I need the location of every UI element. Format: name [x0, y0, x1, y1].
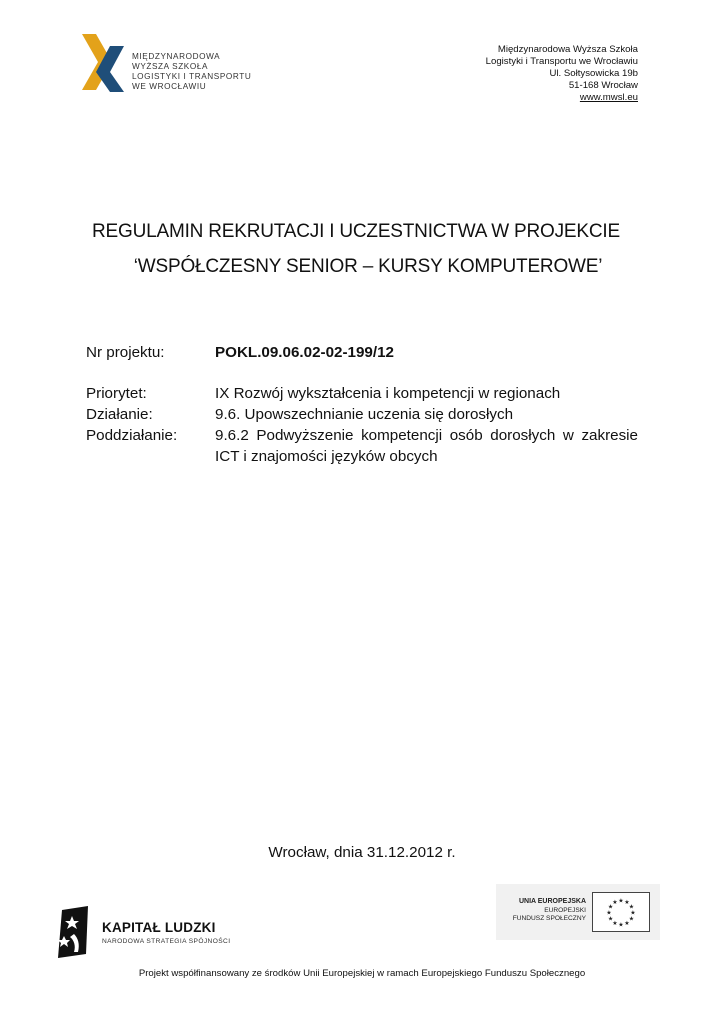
- eu-star-icon: ★: [624, 919, 630, 927]
- website-link[interactable]: www.mwsl.eu: [579, 92, 638, 103]
- eu-star-icon: ★: [618, 921, 624, 929]
- eu-star-icon: ★: [630, 909, 636, 917]
- eu-flag-icon: [592, 892, 650, 932]
- eu-line-3: FUNDUSZ SPOŁECZNY: [512, 915, 586, 922]
- address-line-2: Logistyki i Transportu we Wrocławiu: [485, 56, 638, 67]
- kapital-ludzki-mark: [54, 904, 94, 960]
- document-title-line-2: ‘WSPÓŁCZESNY SENIOR – KURSY KOMPUTEROWE’: [133, 256, 603, 277]
- cofinancing-note: Projekt współfinansowany ze środków Unii Europejskiej w ramach Europejskiego Funduszu Społecznego: [138, 968, 586, 979]
- priority-value: IX Rozwój wykształcenia i kompetencji w regionach: [215, 385, 561, 402]
- university-logo-text: [132, 52, 251, 92]
- document-date: Wrocław, dnia 31.12.2012 r.: [268, 844, 456, 861]
- university-logo-mark: [82, 34, 130, 94]
- address-line-1: Międzynarodowa Wyższa Szkoła: [497, 44, 638, 55]
- project-number-label: Nr projektu:: [86, 344, 165, 361]
- logo-line-2: WYŻSZA SZKOŁA: [132, 62, 209, 71]
- eu-star-icon: ★: [607, 915, 614, 923]
- logo-line-1: MIĘDZYNARODOWA: [132, 52, 221, 61]
- subaction-label: Poddziałanie:: [86, 427, 178, 444]
- eu-stars-icon: [593, 893, 649, 931]
- eu-star-icon: ★: [618, 897, 624, 905]
- kapital-ludzki-logo: [54, 902, 244, 960]
- eu-star-icon: ★: [628, 903, 635, 911]
- logo-line-4: WE WROCŁAWIU: [132, 82, 207, 91]
- priority-label: Priorytet:: [86, 385, 147, 402]
- subaction-value: 9.6.2 Podwyższenie kompetencji osób dorosłych w zakresie ICT i znajomości języków obcych: [215, 427, 638, 465]
- action-value: 9.6. Upowszechnianie uczenia się dorosłych: [215, 406, 514, 423]
- eu-star-icon: ★: [612, 899, 618, 907]
- document-title-line-1: REGULAMIN REKRUTACJI I UCZESTNICTWA W PROJEKCIE: [92, 221, 620, 242]
- project-number-value: POKL.09.06.02-02-199/12: [215, 344, 394, 361]
- eu-line-1: UNIA EUROPEJSKA: [518, 898, 586, 905]
- eu-star-icon: ★: [628, 915, 635, 923]
- eu-star-icon: ★: [606, 909, 612, 917]
- eu-star-icon: ★: [612, 919, 618, 927]
- kapital-ludzki-title: KAPITAŁ LUDZKI: [102, 920, 216, 935]
- address-line-4: 51-168 Wrocław: [568, 80, 638, 91]
- kapital-ludzki-subtitle: NARODOWA STRATEGIA SPÓJNOŚCI: [102, 938, 231, 945]
- eu-line-2: EUROPEJSKI: [544, 906, 586, 914]
- eu-logo: [496, 884, 660, 940]
- university-logo: [82, 34, 252, 98]
- eu-star-icon: ★: [607, 903, 614, 911]
- eu-logo-text: [513, 898, 586, 924]
- address-line-3: Ul. Sołtysowicka 19b: [549, 68, 638, 79]
- logo-line-3: LOGISTYKI I TRANSPORTU: [132, 72, 252, 81]
- eu-star-icon: ★: [624, 899, 630, 907]
- university-address: [486, 44, 638, 104]
- action-label: Działanie:: [86, 406, 153, 423]
